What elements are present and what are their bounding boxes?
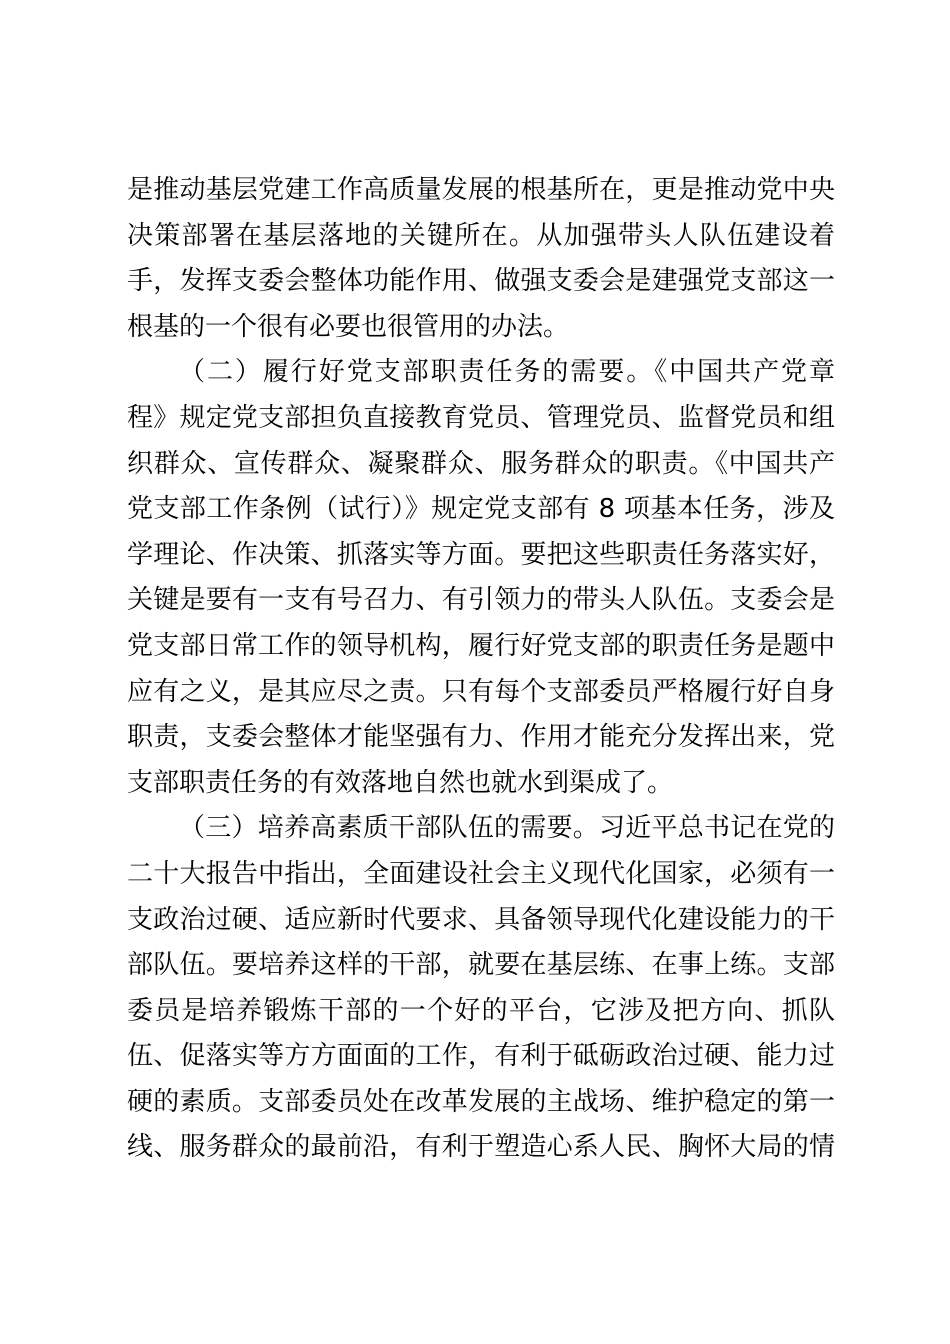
text-line: 学理论、作决策、抓落实等方面。要把这些职责任务落实好， (127, 539, 835, 570)
section-heading-line: （二）履行好党支部职责任务的需要。《中国共产党章 (179, 357, 835, 388)
text-line: 硬的素质。支部委员处在改革发展的主战场、维护稳定的第一 (127, 1086, 835, 1117)
text-line: 程》规定党支部担负直接教育党员、管理党员、监督党员和组 (127, 402, 835, 433)
section-heading-line: （三）培养高素质干部队伍的需要。习近平总书记在党的 (179, 813, 835, 844)
text-line: 伍、促落实等方方面面的工作，有利于砥砺政治过硬、能力过 (127, 1041, 835, 1072)
text-line: 根基的一个很有必要也很管用的办法。 (127, 311, 570, 342)
text-line: 支部职责任务的有效落地自然也就水到渠成了。 (127, 767, 674, 798)
text-line: 党支部日常工作的领导机构，履行好党支部的职责任务是题中 (127, 630, 835, 661)
text-line: 委员是培养锻炼干部的一个好的平台，它涉及把方向、抓队 (127, 995, 835, 1026)
text-line: 决策部署在基层落地的关键所在。从加强带头人队伍建设着 (127, 220, 835, 251)
text-line: 关键是要有一支有号召力、有引领力的带头人队伍。支委会是 (127, 585, 835, 616)
text-line: 二十大报告中指出，全面建设社会主义现代化国家，必须有一 (127, 858, 835, 889)
text-line: 部队伍。要培养这样的干部，就要在基层练、在事上练。支部 (127, 950, 835, 981)
text-line: 支政治过硬、适应新时代要求、具备领导现代化建设能力的干 (127, 904, 835, 935)
text-line: 手，发挥支委会整体功能作用、做强支委会是建强党支部这一 (127, 266, 835, 297)
text-line: 应有之义，是其应尽之责。只有每个支部委员严格履行好自身 (127, 676, 835, 707)
text-line: 织群众、宣传群众、凝聚群众、服务群众的职责。《中国共产 (127, 448, 835, 479)
body-text (127, 168, 835, 1171)
text-line: 职责，支委会整体才能坚强有力、作用才能充分发挥出来，党 (127, 722, 835, 753)
text-line: 党支部工作条例（试行）》规定党支部有 8 项基本任务，涉及 (127, 494, 835, 525)
text-line: 线、服务群众的最前沿，有利于塑造心系人民、胸怀大局的情 (127, 1132, 835, 1163)
text-line: 是推动基层党建工作高质量发展的根基所在，更是推动党中央 (127, 175, 835, 205)
